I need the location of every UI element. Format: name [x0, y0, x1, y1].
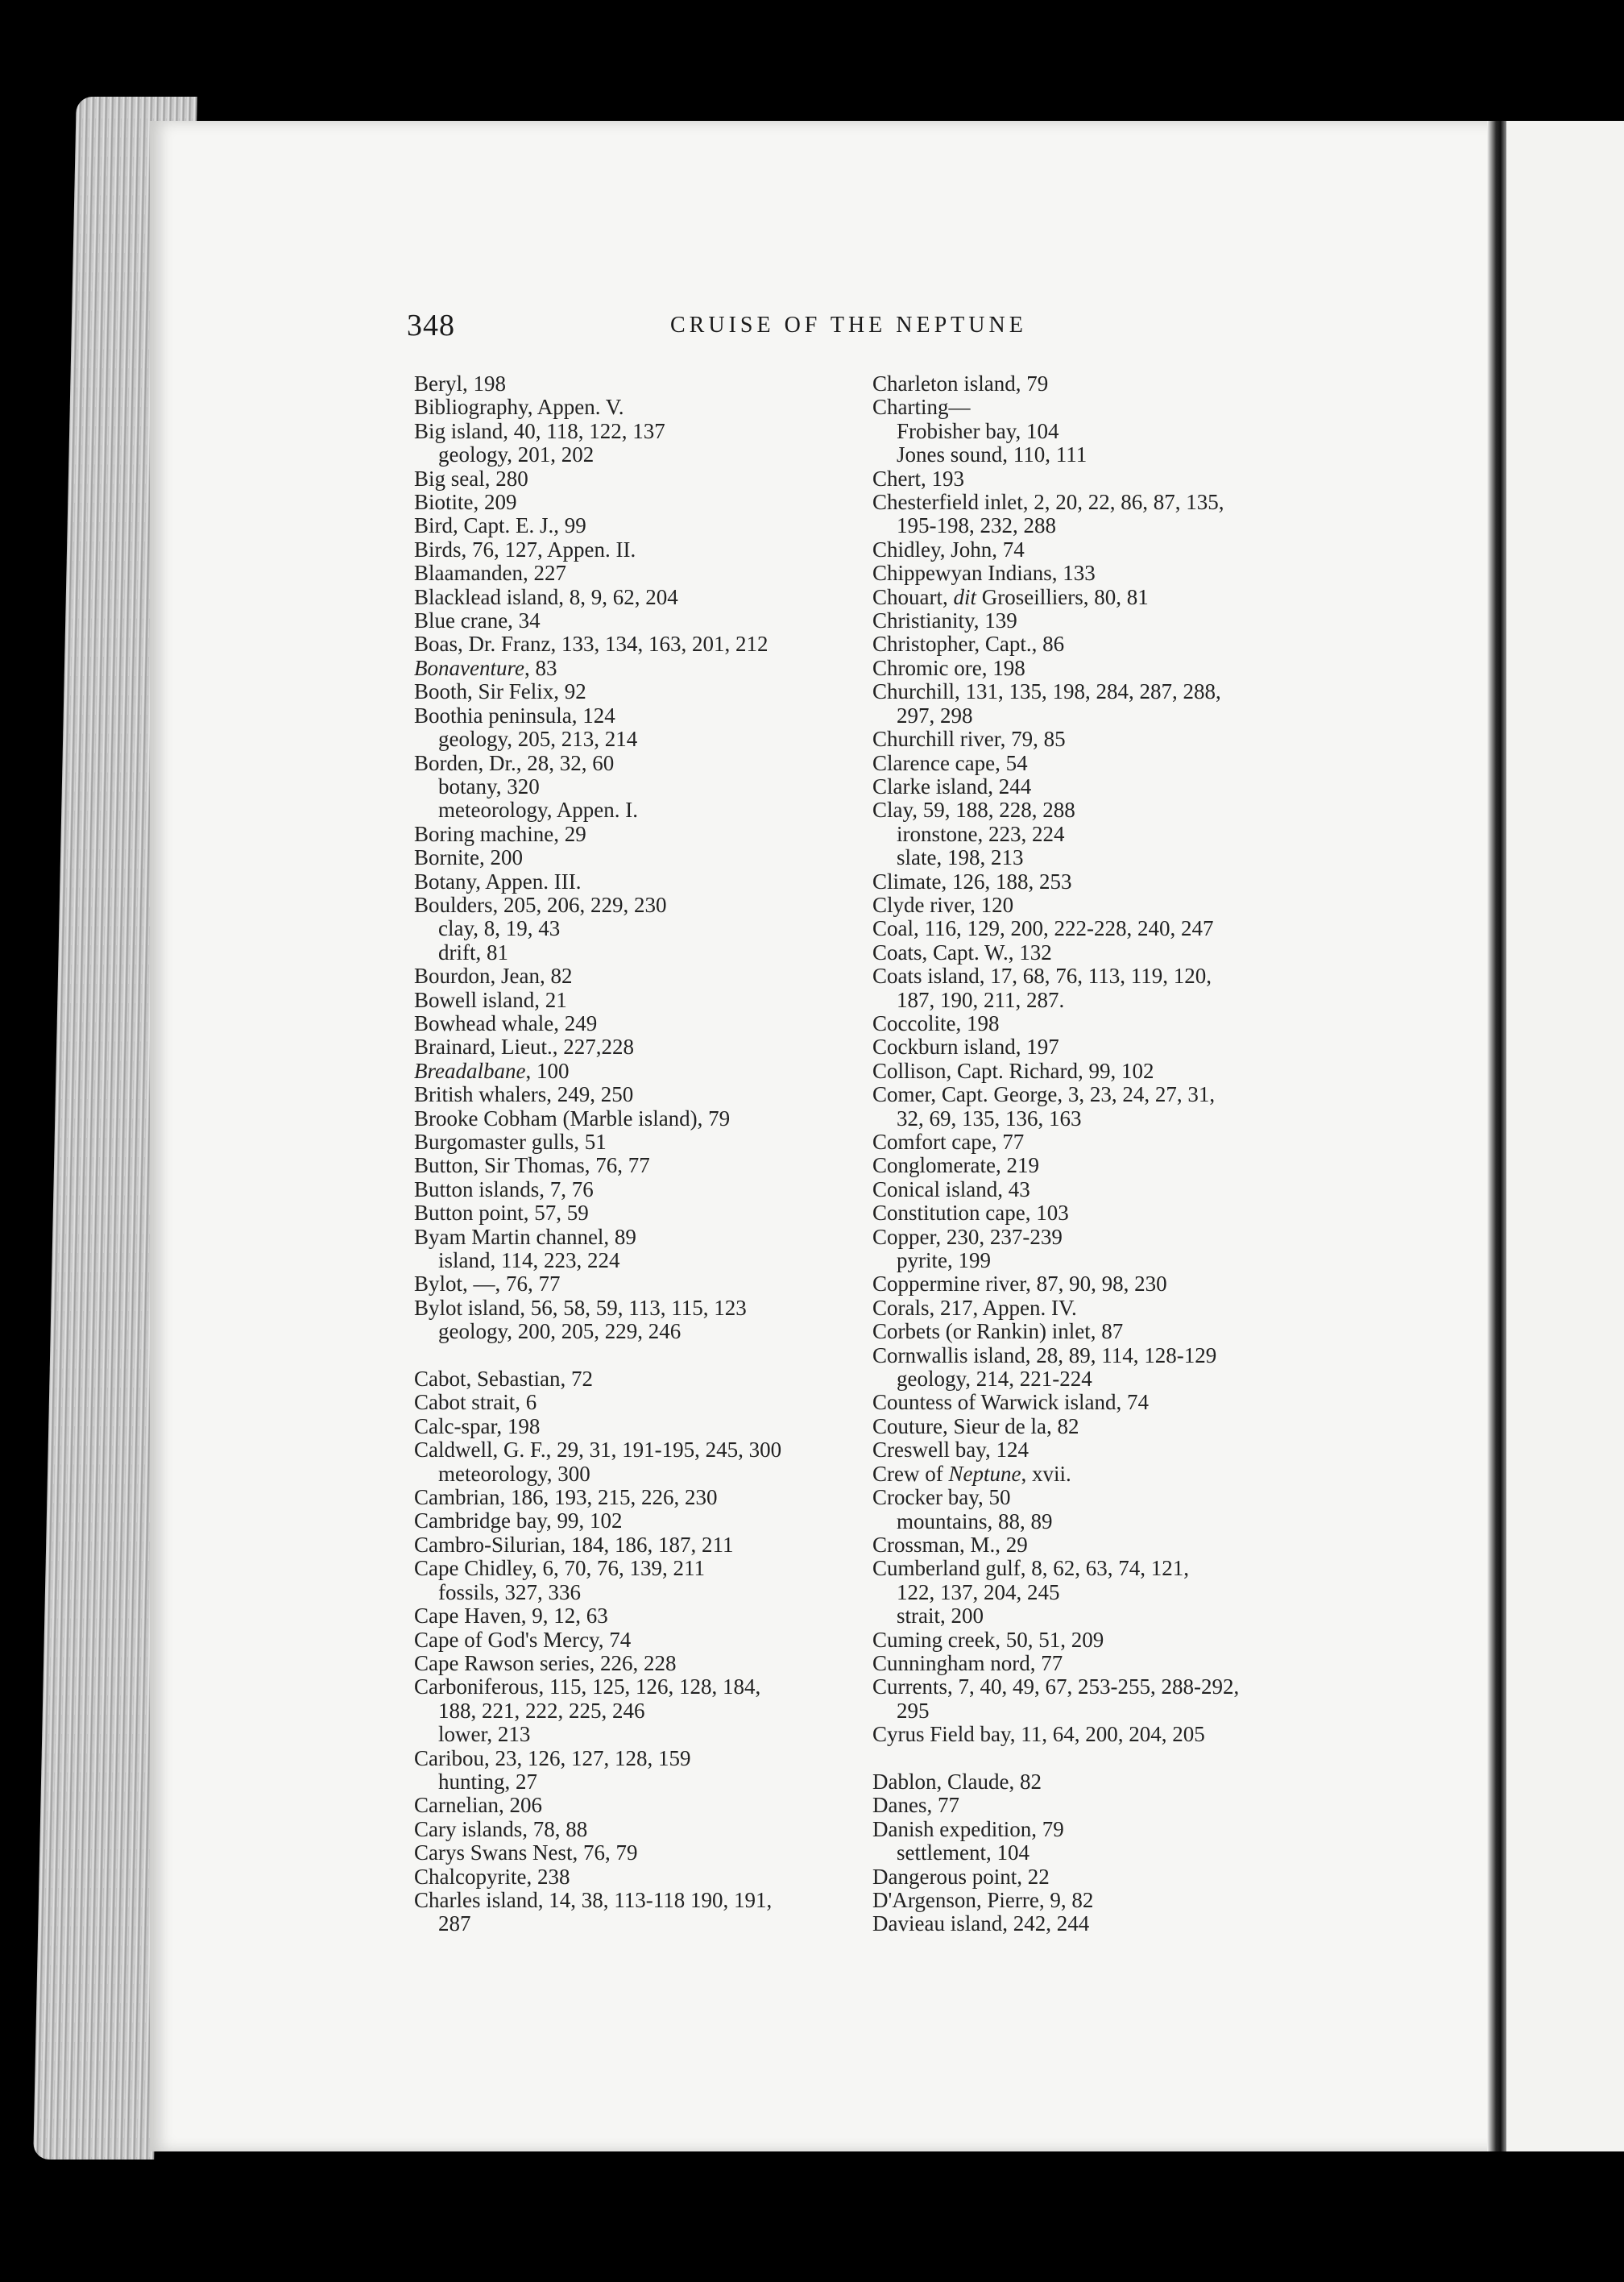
index-entry: Chert, 193 [872, 466, 964, 491]
index-entry: Collison, Capt. Richard, 99, 102 [872, 1058, 1154, 1083]
index-entry: Frobisher bay, 104 [897, 418, 1059, 443]
index-entry: Cockburn island, 197 [872, 1035, 1059, 1060]
index-entry: Climate, 126, 188, 253 [872, 869, 1072, 894]
index-entry: lower, 213 [438, 1722, 531, 1747]
index-entry: Crew of Neptune, xvii. [872, 1461, 1071, 1486]
index-entry: Big seal, 280 [414, 466, 528, 491]
index-entry: Button point, 57, 59 [414, 1201, 589, 1226]
index-entry: Calc-spar, 198 [414, 1413, 541, 1438]
index-entry: Button islands, 7, 76 [414, 1176, 594, 1201]
index-entry: slate, 198, 213 [897, 845, 1024, 870]
index-entry: Corbets (or Rankin) inlet, 87 [872, 1319, 1124, 1344]
index-entry: Burgomaster gulls, 51 [414, 1130, 607, 1154]
index-entry: Carboniferous, 115, 125, 126, 128, 184, [414, 1674, 761, 1699]
index-entry: Bylot island, 56, 58, 59, 113, 115, 123 [414, 1295, 747, 1320]
index-entry: Davieau island, 242, 244 [872, 1911, 1090, 1936]
index-entry: Boothia peninsula, 124 [414, 703, 615, 728]
index-entry: Bourdon, Jean, 82 [414, 964, 573, 989]
index-entry: Clarence cape, 54 [872, 750, 1028, 775]
index-entry: Cornwallis island, 28, 89, 114, 128-129 [872, 1342, 1217, 1367]
index-entry: Cambridge bay, 99, 102 [414, 1508, 623, 1533]
index-entry: Christianity, 139 [872, 608, 1017, 633]
index-entry: Couture, Sieur de la, 82 [872, 1413, 1079, 1438]
index-entry: Caldwell, G. F., 29, 31, 191-195, 245, 300 [414, 1438, 782, 1463]
index-entry: geology, 201, 202 [438, 442, 594, 467]
index-entry: Biotite, 209 [414, 490, 517, 515]
index-entry: Coccolite, 198 [872, 1010, 1000, 1035]
index-entry: 122, 137, 204, 245 [897, 1579, 1060, 1604]
index-entry: island, 114, 223, 224 [438, 1248, 620, 1273]
index-entry: Conglomerate, 219 [872, 1153, 1039, 1178]
facing-page-edge [1506, 121, 1624, 2151]
index-entry: Conical island, 43 [872, 1176, 1030, 1201]
index-entry: fossils, 327, 336 [438, 1579, 582, 1604]
index-entry: 188, 221, 222, 225, 246 [438, 1698, 645, 1723]
index-entry: Charting— [872, 395, 971, 420]
index-entry: geology, 214, 221-224 [897, 1367, 1092, 1392]
index-entry: British whalers, 249, 250 [414, 1082, 634, 1107]
index-entry: Boring machine, 29 [414, 821, 586, 846]
index-entry: Cape Haven, 9, 12, 63 [414, 1604, 608, 1629]
index-entry: Constitution cape, 103 [872, 1201, 1069, 1226]
index-entry: Christopher, Capt., 86 [872, 632, 1065, 657]
index-entry: Clyde river, 120 [872, 892, 1014, 917]
index-entry: Carys Swans Nest, 76, 79 [414, 1840, 638, 1865]
index-entry: Chippewyan Indians, 133 [872, 561, 1096, 586]
index-entry: mountains, 88, 89 [897, 1508, 1053, 1533]
index-entry: Bylot, —, 76, 77 [414, 1272, 561, 1297]
index-entry: Blaamanden, 227 [414, 561, 566, 586]
index-entry: strait, 200 [897, 1604, 984, 1629]
index-entry: Bonaventure, 83 [414, 655, 557, 680]
index-entry: Comfort cape, 77 [872, 1130, 1025, 1154]
index-entry: Beryl, 198 [414, 371, 506, 396]
index-entry: meteorology, 300 [438, 1461, 590, 1486]
index-entry: Creswell bay, 124 [872, 1438, 1029, 1463]
index-entry: Bird, Capt. E. J., 99 [414, 513, 586, 538]
index-entry: Chouart, dit Groseilliers, 80, 81 [872, 584, 1149, 609]
index-entry: Charleton island, 79 [872, 371, 1049, 396]
index-entry: Breadalbane, 100 [414, 1058, 570, 1083]
index-entry: Caribou, 23, 126, 127, 128, 159 [414, 1745, 691, 1770]
index-entry: Currents, 7, 40, 49, 67, 253-255, 288-292, [872, 1674, 1240, 1699]
index-entry: Coats, Capt. W., 132 [872, 940, 1052, 965]
index-entry: Countess of Warwick island, 74 [872, 1390, 1150, 1415]
index-entry: Jones sound, 110, 111 [897, 442, 1088, 467]
index-entry: Cyrus Field bay, 11, 64, 200, 204, 205 [872, 1722, 1205, 1747]
index-entry: Coppermine river, 87, 90, 98, 230 [872, 1272, 1167, 1297]
index-entry: ironstone, 223, 224 [897, 821, 1065, 846]
index-entry: Charles island, 14, 38, 113-118 190, 191, [414, 1887, 773, 1912]
index-entry: Cumberland gulf, 8, 62, 63, 74, 121, [872, 1556, 1189, 1581]
section-gap [872, 1747, 1324, 1770]
index-entry: Chalcopyrite, 238 [414, 1864, 570, 1889]
index-entry: Dablon, Claude, 82 [872, 1769, 1042, 1794]
index-entry: Crossman, M., 29 [872, 1532, 1028, 1557]
index-entry: Danish expedition, 79 [872, 1816, 1064, 1841]
index-entry: Cunningham nord, 77 [872, 1650, 1063, 1675]
index-entry: Crocker bay, 50 [872, 1485, 1011, 1510]
index-entry: drift, 81 [438, 940, 508, 965]
index-entry: 187, 190, 211, 287. [897, 987, 1065, 1012]
index-entry: Cuming creek, 50, 51, 209 [872, 1627, 1104, 1652]
index-entry: geology, 200, 205, 229, 246 [438, 1319, 682, 1344]
index-entry: Chromic ore, 198 [872, 655, 1025, 680]
index-entry: Brooke Cobham (Marble island), 79 [414, 1106, 731, 1131]
index-entry: Danes, 77 [872, 1793, 959, 1818]
index-entry: Churchill river, 79, 85 [872, 727, 1066, 752]
index-entry: Brainard, Lieut., 227,228 [414, 1035, 634, 1060]
index-entry: Borden, Dr., 28, 32, 60 [414, 750, 615, 775]
index-entry: Cambrian, 186, 193, 215, 226, 230 [414, 1485, 718, 1510]
index-entry: Cape Rawson series, 226, 228 [414, 1650, 677, 1675]
index-entry: hunting, 27 [438, 1769, 538, 1794]
index-entry: meteorology, Appen. I. [438, 798, 638, 823]
index-entry: geology, 205, 213, 214 [438, 727, 638, 752]
index-entry: Coal, 116, 129, 200, 222-228, 240, 247 [872, 916, 1214, 941]
index-entry: Cape of God's Mercy, 74 [414, 1627, 632, 1652]
running-head: CRUISE OF THE NEPTUNE [670, 313, 1027, 338]
index-entry: Blue crane, 34 [414, 608, 541, 633]
index-entry: 32, 69, 135, 136, 163 [897, 1106, 1082, 1131]
index-entry: Blacklead island, 8, 9, 62, 204 [414, 584, 678, 609]
index-entry: Birds, 76, 127, Appen. II. [414, 537, 636, 562]
index-entry: Chidley, John, 74 [872, 537, 1025, 562]
index-entry: Cabot, Sebastian, 72 [414, 1367, 593, 1392]
index-entry: Cape Chidley, 6, 70, 76, 139, 211 [414, 1556, 705, 1581]
index-entry: Churchill, 131, 135, 198, 284, 287, 288, [872, 679, 1221, 704]
index-entry: Boulders, 205, 206, 229, 230 [414, 892, 667, 917]
index-entry: Big island, 40, 118, 122, 137 [414, 418, 665, 443]
index-entry: settlement, 104 [897, 1840, 1030, 1865]
index-entry: Bibliography, Appen. V. [414, 395, 624, 420]
index-entry: 295 [897, 1698, 930, 1723]
page-number: 348 [407, 309, 455, 342]
index-entry: Comer, Capt. George, 3, 23, 24, 27, 31, [872, 1082, 1216, 1107]
section-gap [414, 1344, 865, 1367]
index-entry: Boas, Dr. Franz, 133, 134, 163, 201, 212 [414, 632, 768, 657]
index-entry: Clarke island, 244 [872, 774, 1032, 799]
index-column-right [872, 372, 1324, 1936]
index-entry: D'Argenson, Pierre, 9, 82 [872, 1887, 1094, 1912]
index-entry: Botany, Appen. III. [414, 869, 582, 894]
index-entry: Clay, 59, 188, 228, 288 [872, 798, 1075, 823]
index-entry: Cabot strait, 6 [414, 1390, 537, 1415]
index-entry: Bornite, 200 [414, 845, 523, 870]
index-entry: Button, Sir Thomas, 76, 77 [414, 1153, 650, 1178]
index-entry: clay, 8, 19, 43 [438, 916, 561, 941]
index-entry: Cambro-Silurian, 184, 186, 187, 211 [414, 1532, 734, 1557]
index-entry: 195-198, 232, 288 [897, 513, 1056, 538]
index-entry: Carnelian, 206 [414, 1793, 542, 1818]
index-entry: Coats island, 17, 68, 76, 113, 119, 120, [872, 964, 1212, 989]
index-entry: Bowell island, 21 [414, 987, 567, 1012]
index-entry: 297, 298 [897, 703, 973, 728]
index-entry: botany, 320 [438, 774, 540, 799]
index-column-left [414, 372, 865, 1936]
index-entry: Copper, 230, 237-239 [872, 1224, 1063, 1249]
index-entry: pyrite, 199 [897, 1248, 991, 1273]
index-entry: Bowhead whale, 249 [414, 1010, 598, 1035]
index-entry: Chesterfield inlet, 2, 20, 22, 86, 87, 135, [872, 490, 1224, 515]
index-entry: 287 [438, 1911, 471, 1936]
index-entry: Corals, 217, Appen. IV. [872, 1295, 1077, 1320]
index-entry: Byam Martin channel, 89 [414, 1224, 636, 1249]
index-entry: Cary islands, 78, 88 [414, 1816, 588, 1841]
index-entry: Booth, Sir Felix, 92 [414, 679, 586, 704]
index-entry: Dangerous point, 22 [872, 1864, 1050, 1889]
